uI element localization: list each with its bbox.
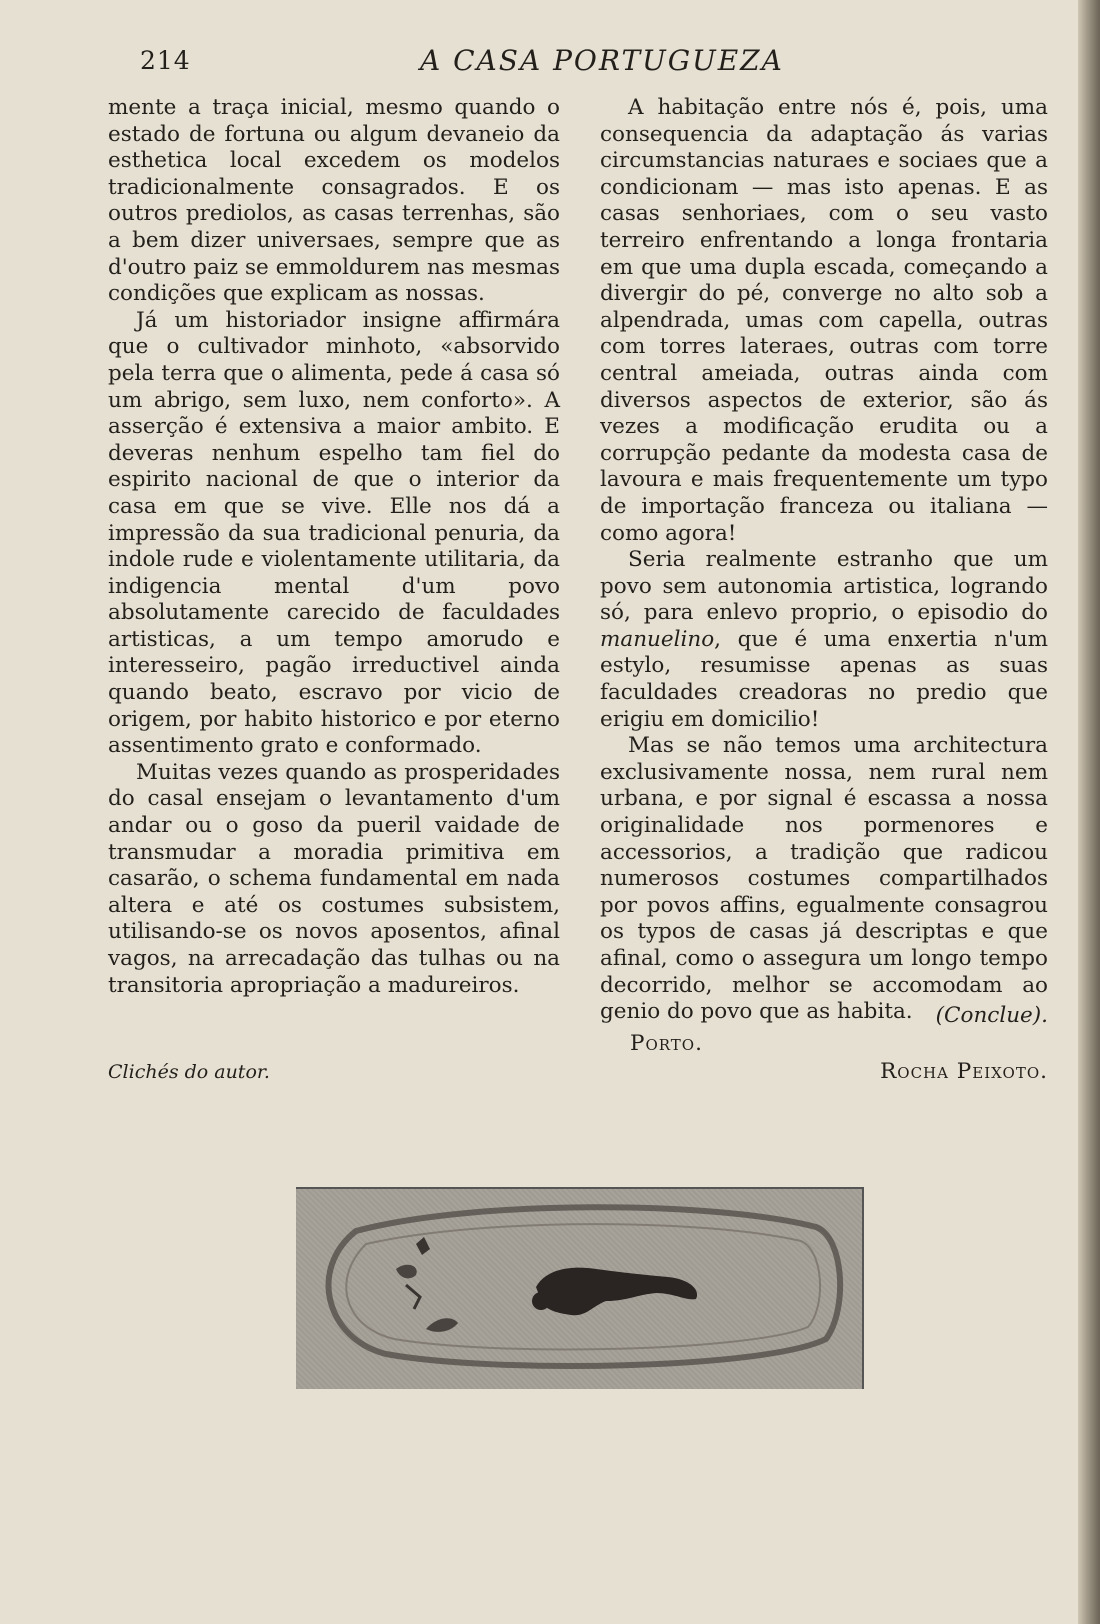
conclue-note: (Conclue). <box>935 1003 1048 1028</box>
right-column <box>600 95 1048 1026</box>
manuelino-term: manuelino <box>600 626 715 652</box>
left-paragraph-2: Já um historiador insigne affirmára que o cultivador minhoto, «absorvido pela terra que o alimenta, pede á casa só um abrigo, sem luxo, nem conforto». A asserção é extensiva a maior ambito. E deveras nenhum espelho tam fiel do espirito nacional de que o interior da casa em que se vive. Elle nos dá a impressão da sua tradicional penuria, da indole rude e violentamente utilitaria, da indigencia mental d'um povo absolutamente carecido de faculdades artisticas, a um tempo amorudo e interesseiro, pagão irreductivel ainda quando beato, escravo por vicio de origem, por habito historico e por eterno assentimento grato e conformado. <box>108 307 560 759</box>
right-paragraph-2 <box>600 547 1048 733</box>
right-paragraph-2-start: Seria realmente estranho que um povo sem autonomia artistica, logrando só, para enlevo proprio, o episodio do <box>600 547 1048 626</box>
left-paragraph-1: mente a traça inicial, mesmo quando o estado de fortuna ou algum devaneio da esthetica local excedem os modelos tradicionalmente consagrados. E os outros prediolos, as casas terrenhas, são a bem dizer universaes, sempre que as d'outro paiz se emmoldurem nas mesmas condições que explicam as nossas. <box>108 95 560 307</box>
illustration-drawing <box>296 1189 862 1389</box>
book-spine-shadow <box>1078 0 1100 1624</box>
running-header <box>0 40 1100 80</box>
page-number: 214 <box>140 46 191 75</box>
signature-city: Porto. <box>630 1031 703 1056</box>
left-column <box>108 95 560 999</box>
signature-author: Rocha Peixoto. <box>880 1059 1048 1084</box>
decorative-illustration <box>296 1187 864 1389</box>
right-paragraph-1: A habitação entre nós é, pois, uma consequencia da adaptação ás varias circumstancias naturaes e sociaes que a condicionam — mas isto apenas. E as casas senhoriaes, com o seu vasto terreiro enfrentando a longa frontaria em que uma dupla escada, começando a divergir do pé, converge no alto sob a alpendrada, umas com capella, outras com torres lateraes, outras com torre central ameiada, outras ainda com diversos aspectos de exterior, são ás vezes a modificação erudita ou a corrupção pedante da modesta casa de lavoura e mais frequentemente um typo de importação franceza ou italiana — como agora! <box>600 95 1048 546</box>
right-paragraph-2-end: , que é uma enxertia n'um estylo, resumisse apenas as suas faculdades creadoras no predio que erigiu em domicilio! <box>600 626 1048 732</box>
right-paragraph-3: Mas se não temos uma architectura exclusivamente nossa, nem rural nem urbana, e por signal é escassa a nossa originalidade nos pormenores e accessorios, a tradição que radicou numerosos costumes compartilhados por povos affins, egualmente consagrou os typos de casas já descriptas e que afinal, como o assegura um longo tempo decorrido, melhor se accomodam ao genio do povo que as habita. <box>600 733 1048 1025</box>
running-title: A CASA PORTUGUEZA <box>420 44 784 77</box>
image-credit-caption: Clichés do autor. <box>108 1061 270 1083</box>
left-paragraph-3: Muitas vezes quando as prosperidades do casal ensejam o levantamento d'um andar ou o goso da pueril vaidade de transmudar a moradia primitiva em casarão, o schema fundamental em nada altera e até os costumes subsistem, utilisando-se os novos aposentos, afinal vagos, na arrecadação das tulhas ou na transitoria apropriação a madureiros. <box>108 759 560 998</box>
